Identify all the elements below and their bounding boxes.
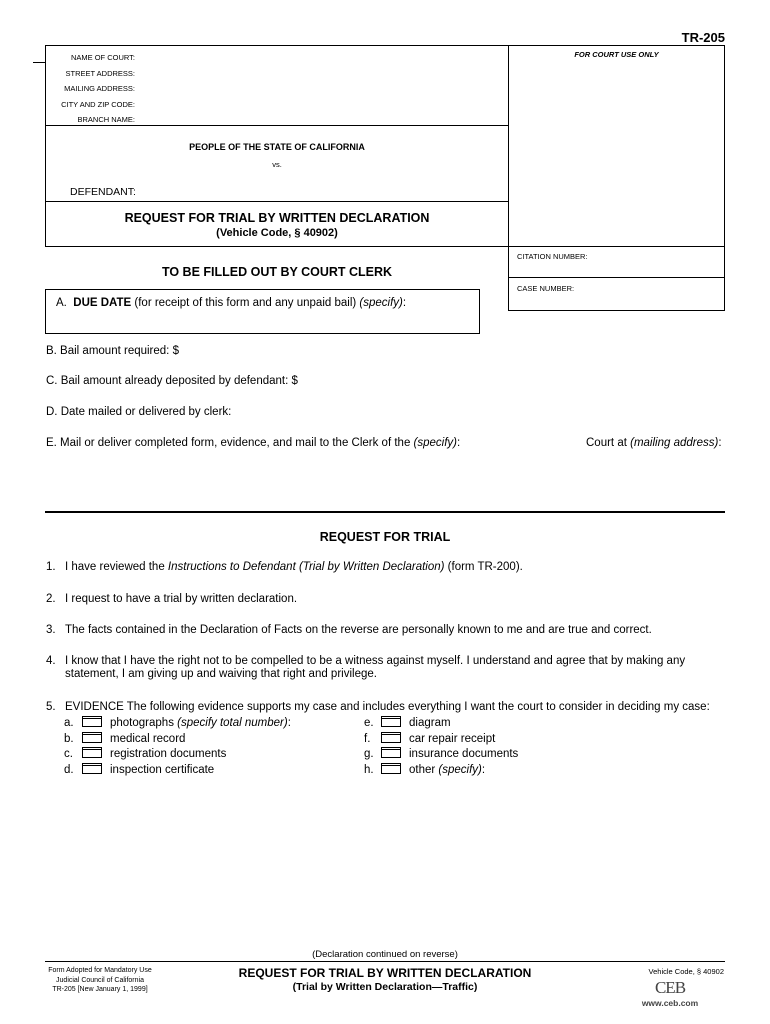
item2-text: I request to have a trial by written declaration. xyxy=(65,593,298,605)
section-divider xyxy=(45,511,725,513)
inspection-certificate-checkbox[interactable] xyxy=(82,763,102,774)
registration-documents-label: registration documents xyxy=(110,748,227,760)
item5-num: 5. xyxy=(46,701,56,713)
form-subtitle: (Vehicle Code, § 40902) xyxy=(216,227,338,239)
mail-deliver-specify: (specify) xyxy=(413,437,457,449)
evidence-c-letter: c. xyxy=(64,748,73,760)
bail-deposited-line: C. Bail amount already deposited by defendant: $ xyxy=(46,375,298,387)
item3-num: 3. xyxy=(46,624,56,636)
item2-num: 2. xyxy=(46,593,56,605)
continued-note: (Declaration continued on reverse) xyxy=(312,949,458,960)
name-of-court-label: NAME OF COURT: xyxy=(70,53,135,62)
diagram-label: diagram xyxy=(409,717,451,729)
vs-label: vs. xyxy=(272,160,282,169)
diagram-checkbox[interactable] xyxy=(381,716,401,727)
defendant-label: DEFENDANT: xyxy=(70,186,136,198)
other-label: other xyxy=(409,764,439,776)
footer-vehicle-code: Vehicle Code, § 40902 xyxy=(648,967,724,976)
evidence-f-letter: f. xyxy=(364,733,371,745)
evidence-d-letter: d. xyxy=(64,764,74,776)
case-bottom xyxy=(508,310,725,311)
item1-num: 1. xyxy=(46,561,56,573)
form-adopted-block xyxy=(30,966,170,995)
item1-text xyxy=(65,561,523,573)
other-checkbox[interactable] xyxy=(381,763,401,774)
car-repair-receipt-label: car repair receipt xyxy=(409,733,496,745)
footer-subtitle: (Trial by Written Declaration—Traffic) xyxy=(292,981,478,993)
citation-bottom xyxy=(508,277,725,278)
insurance-documents-checkbox[interactable] xyxy=(381,747,401,758)
item4-num: 4. xyxy=(46,655,56,667)
header-top-border xyxy=(45,45,725,46)
item3-text: The facts contained in the Declaration of Facts on the reverse are personally known to me and are true and correct. xyxy=(65,624,652,636)
photographs-specify: (specify total number) xyxy=(177,717,288,729)
form-adopted-line3: TR-205 [New January 1, 1999] xyxy=(52,986,148,993)
evidence-g-letter: g. xyxy=(364,748,374,760)
photographs-checkbox[interactable] xyxy=(82,716,102,727)
insurance-documents-label: insurance documents xyxy=(409,748,519,760)
court-at-text: Court at xyxy=(586,437,631,449)
due-date-desc: (for receipt of this form and any unpaid bail) xyxy=(131,297,360,309)
court-at-colon: : xyxy=(718,437,722,449)
mailing-address-label: MAILING ADDRESS: xyxy=(64,84,135,94)
item4-line1: I know that I have the right not to be compelled to be a witness against myself. I understand and agree that by making any xyxy=(65,655,686,667)
inspection-certificate-label: inspection certificate xyxy=(110,764,215,776)
court-use-only-label: FOR COURT USE ONLY xyxy=(574,50,659,59)
photographs-colon: : xyxy=(287,717,291,729)
court-info-labels xyxy=(40,50,135,128)
evidence-a-letter: a. xyxy=(64,717,74,729)
form-title: REQUEST FOR TRIAL BY WRITTEN DECLARATION xyxy=(124,211,430,225)
header-right-border xyxy=(724,45,725,311)
city-zip-label: CITY AND ZIP CODE: xyxy=(61,99,135,109)
form-adopted-line2: Judicial Council of California xyxy=(56,976,144,984)
item1-italic: Instructions to Defendant (Trial by Written Declaration) xyxy=(167,561,445,573)
due-date-prefix: A. xyxy=(56,297,67,309)
evidence-e-letter: e. xyxy=(364,717,374,729)
people-label: PEOPLE OF THE STATE OF CALIFORNIA xyxy=(189,142,365,152)
form-code: TR-205 xyxy=(681,30,725,45)
court-at-address: (mailing address) xyxy=(630,437,719,449)
evidence-h-label xyxy=(409,764,485,776)
parties-bottom xyxy=(45,201,509,202)
other-colon: : xyxy=(481,764,486,776)
case-number-label: CASE NUMBER: xyxy=(517,284,575,293)
other-specify: (specify) xyxy=(438,764,482,776)
mail-deliver-text: E. Mail or deliver completed form, evidence, and mail to the Clerk of the xyxy=(46,437,414,449)
medical-record-checkbox[interactable] xyxy=(82,732,102,743)
ceb-logo: CEB xyxy=(654,978,686,997)
due-date-box[interactable] xyxy=(45,289,480,334)
medical-record-label: medical record xyxy=(110,733,186,745)
ceb-url: www.ceb.com xyxy=(641,998,699,1008)
registration-documents-checkbox[interactable] xyxy=(82,747,102,758)
item1-b: (form TR-200). xyxy=(444,561,523,573)
item5-text: EVIDENCE The following evidence supports my case and includes everything I want the court to consider in deciding my case: xyxy=(65,701,710,713)
evidence-h-letter: h. xyxy=(364,764,374,776)
photographs-label: photographs xyxy=(110,717,178,729)
citation-number-label: CITATION NUMBER: xyxy=(517,252,588,261)
street-address-label: STREET ADDRESS: xyxy=(65,68,135,78)
footer-rule xyxy=(45,961,725,962)
item1-a: I have reviewed the xyxy=(65,561,168,573)
due-date-label: DUE DATE xyxy=(73,297,132,309)
request-heading: REQUEST FOR TRIAL xyxy=(319,530,451,544)
footer-title: REQUEST FOR TRIAL BY WRITTEN DECLARATION xyxy=(238,966,532,980)
mail-deliver-line xyxy=(46,437,460,449)
bail-required-line: B. Bail amount required: $ xyxy=(46,345,179,357)
branch-name-label: BRANCH NAME: xyxy=(77,115,135,125)
form-adopted-line1: Form Adopted for Mandatory Use xyxy=(48,967,152,974)
car-repair-receipt-checkbox[interactable] xyxy=(381,732,401,743)
evidence-a-label xyxy=(110,717,291,729)
clerk-heading: TO BE FILLED OUT BY COURT CLERK xyxy=(161,265,393,279)
evidence-b-letter: b. xyxy=(64,733,74,745)
court-at-line xyxy=(586,437,722,449)
due-date-specify: (specify) xyxy=(359,297,403,309)
date-mailed-line: D. Date mailed or delivered by clerk: xyxy=(46,406,232,418)
due-date-colon: : xyxy=(402,297,407,309)
mail-deliver-colon: : xyxy=(456,437,461,449)
title-bottom xyxy=(45,246,725,247)
due-date-text xyxy=(56,297,406,309)
item4-line2: statement, I am giving up and waiving that right and privilege. xyxy=(65,668,377,680)
